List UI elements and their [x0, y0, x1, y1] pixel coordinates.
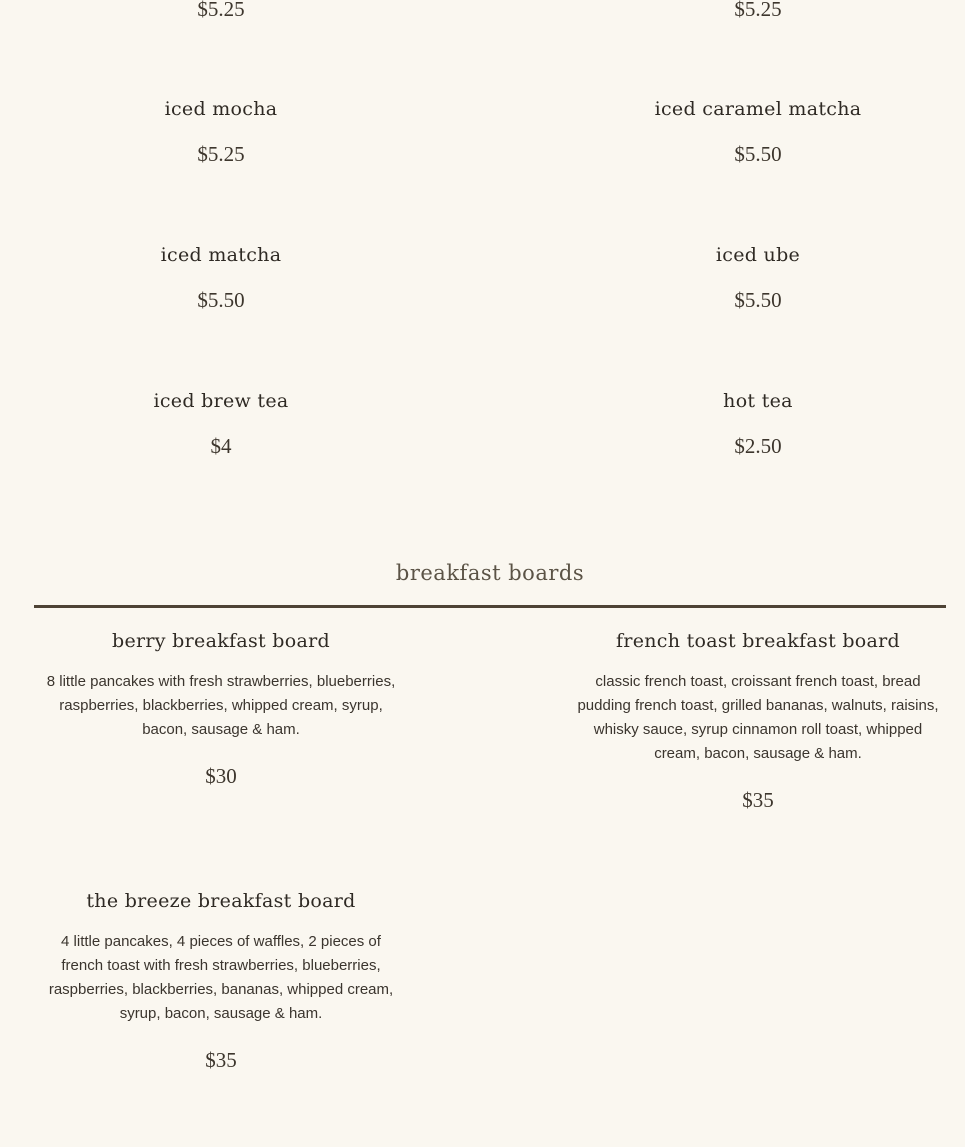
- section-divider: [34, 605, 946, 608]
- item-name: iced mocha: [164, 98, 278, 120]
- item-name: iced matcha: [160, 244, 282, 266]
- menu-item-berry-breakfast-board: [34, 629, 408, 788]
- menu-item-iced-caramel-matcha: [571, 97, 945, 166]
- menu-item-hot-tea: [571, 389, 945, 458]
- item-price: $35: [742, 788, 774, 812]
- menu-item-french-toast-breakfast-board: [571, 629, 945, 812]
- menu-item-iced-matcha: [34, 243, 408, 312]
- item-description: 8 little pancakes with fresh strawberries, blueberries, raspberries, blackberries, whipped cream, syrup, bacon, sausage & ham.: [46, 673, 396, 738]
- item-description: classic french toast, croissant french toast, bread pudding french toast, grilled bananas, walnuts, raisins, whisky sauce, syrup cinnamon roll toast, whipped cream, bacon, sausage & ham.: [577, 673, 939, 762]
- item-price: $2.50: [734, 434, 782, 458]
- item-price: $5.25: [197, 142, 245, 166]
- item-price: $5.50: [734, 288, 782, 312]
- item-price: $5.50: [734, 142, 782, 166]
- menu-item-iced-ube: [571, 243, 945, 312]
- menu-item-iced-brew-tea: [34, 389, 408, 458]
- section-title: breakfast boards: [395, 561, 585, 585]
- item-name: iced brew tea: [153, 390, 289, 412]
- item-name: hot tea: [723, 390, 793, 412]
- item-price: $4: [210, 434, 232, 458]
- item-name: iced caramel matcha: [654, 98, 862, 120]
- menu-item-partial-left: [34, 0, 408, 21]
- item-name: berry breakfast board: [112, 630, 330, 652]
- item-name: iced ube: [715, 244, 801, 266]
- item-price: $5.25: [734, 0, 782, 21]
- item-description: 4 little pancakes, 4 pieces of waffles, 2 pieces of french toast with fresh strawberries, blueberries, raspberries, blackberries, bananas, whipped cream, syrup, bacon, sausage & ham.: [48, 933, 394, 1022]
- item-price: $5.50: [197, 288, 245, 312]
- item-price: $35: [205, 1048, 237, 1072]
- item-price: $30: [205, 764, 237, 788]
- menu-item-iced-mocha: [34, 97, 408, 166]
- item-name: french toast breakfast board: [615, 630, 901, 652]
- menu-item-partial-right: [571, 0, 945, 21]
- item-price: $5.25: [197, 0, 245, 21]
- item-name: the breeze breakfast board: [86, 890, 356, 912]
- menu-item-the-breeze-breakfast-board: [34, 889, 408, 1072]
